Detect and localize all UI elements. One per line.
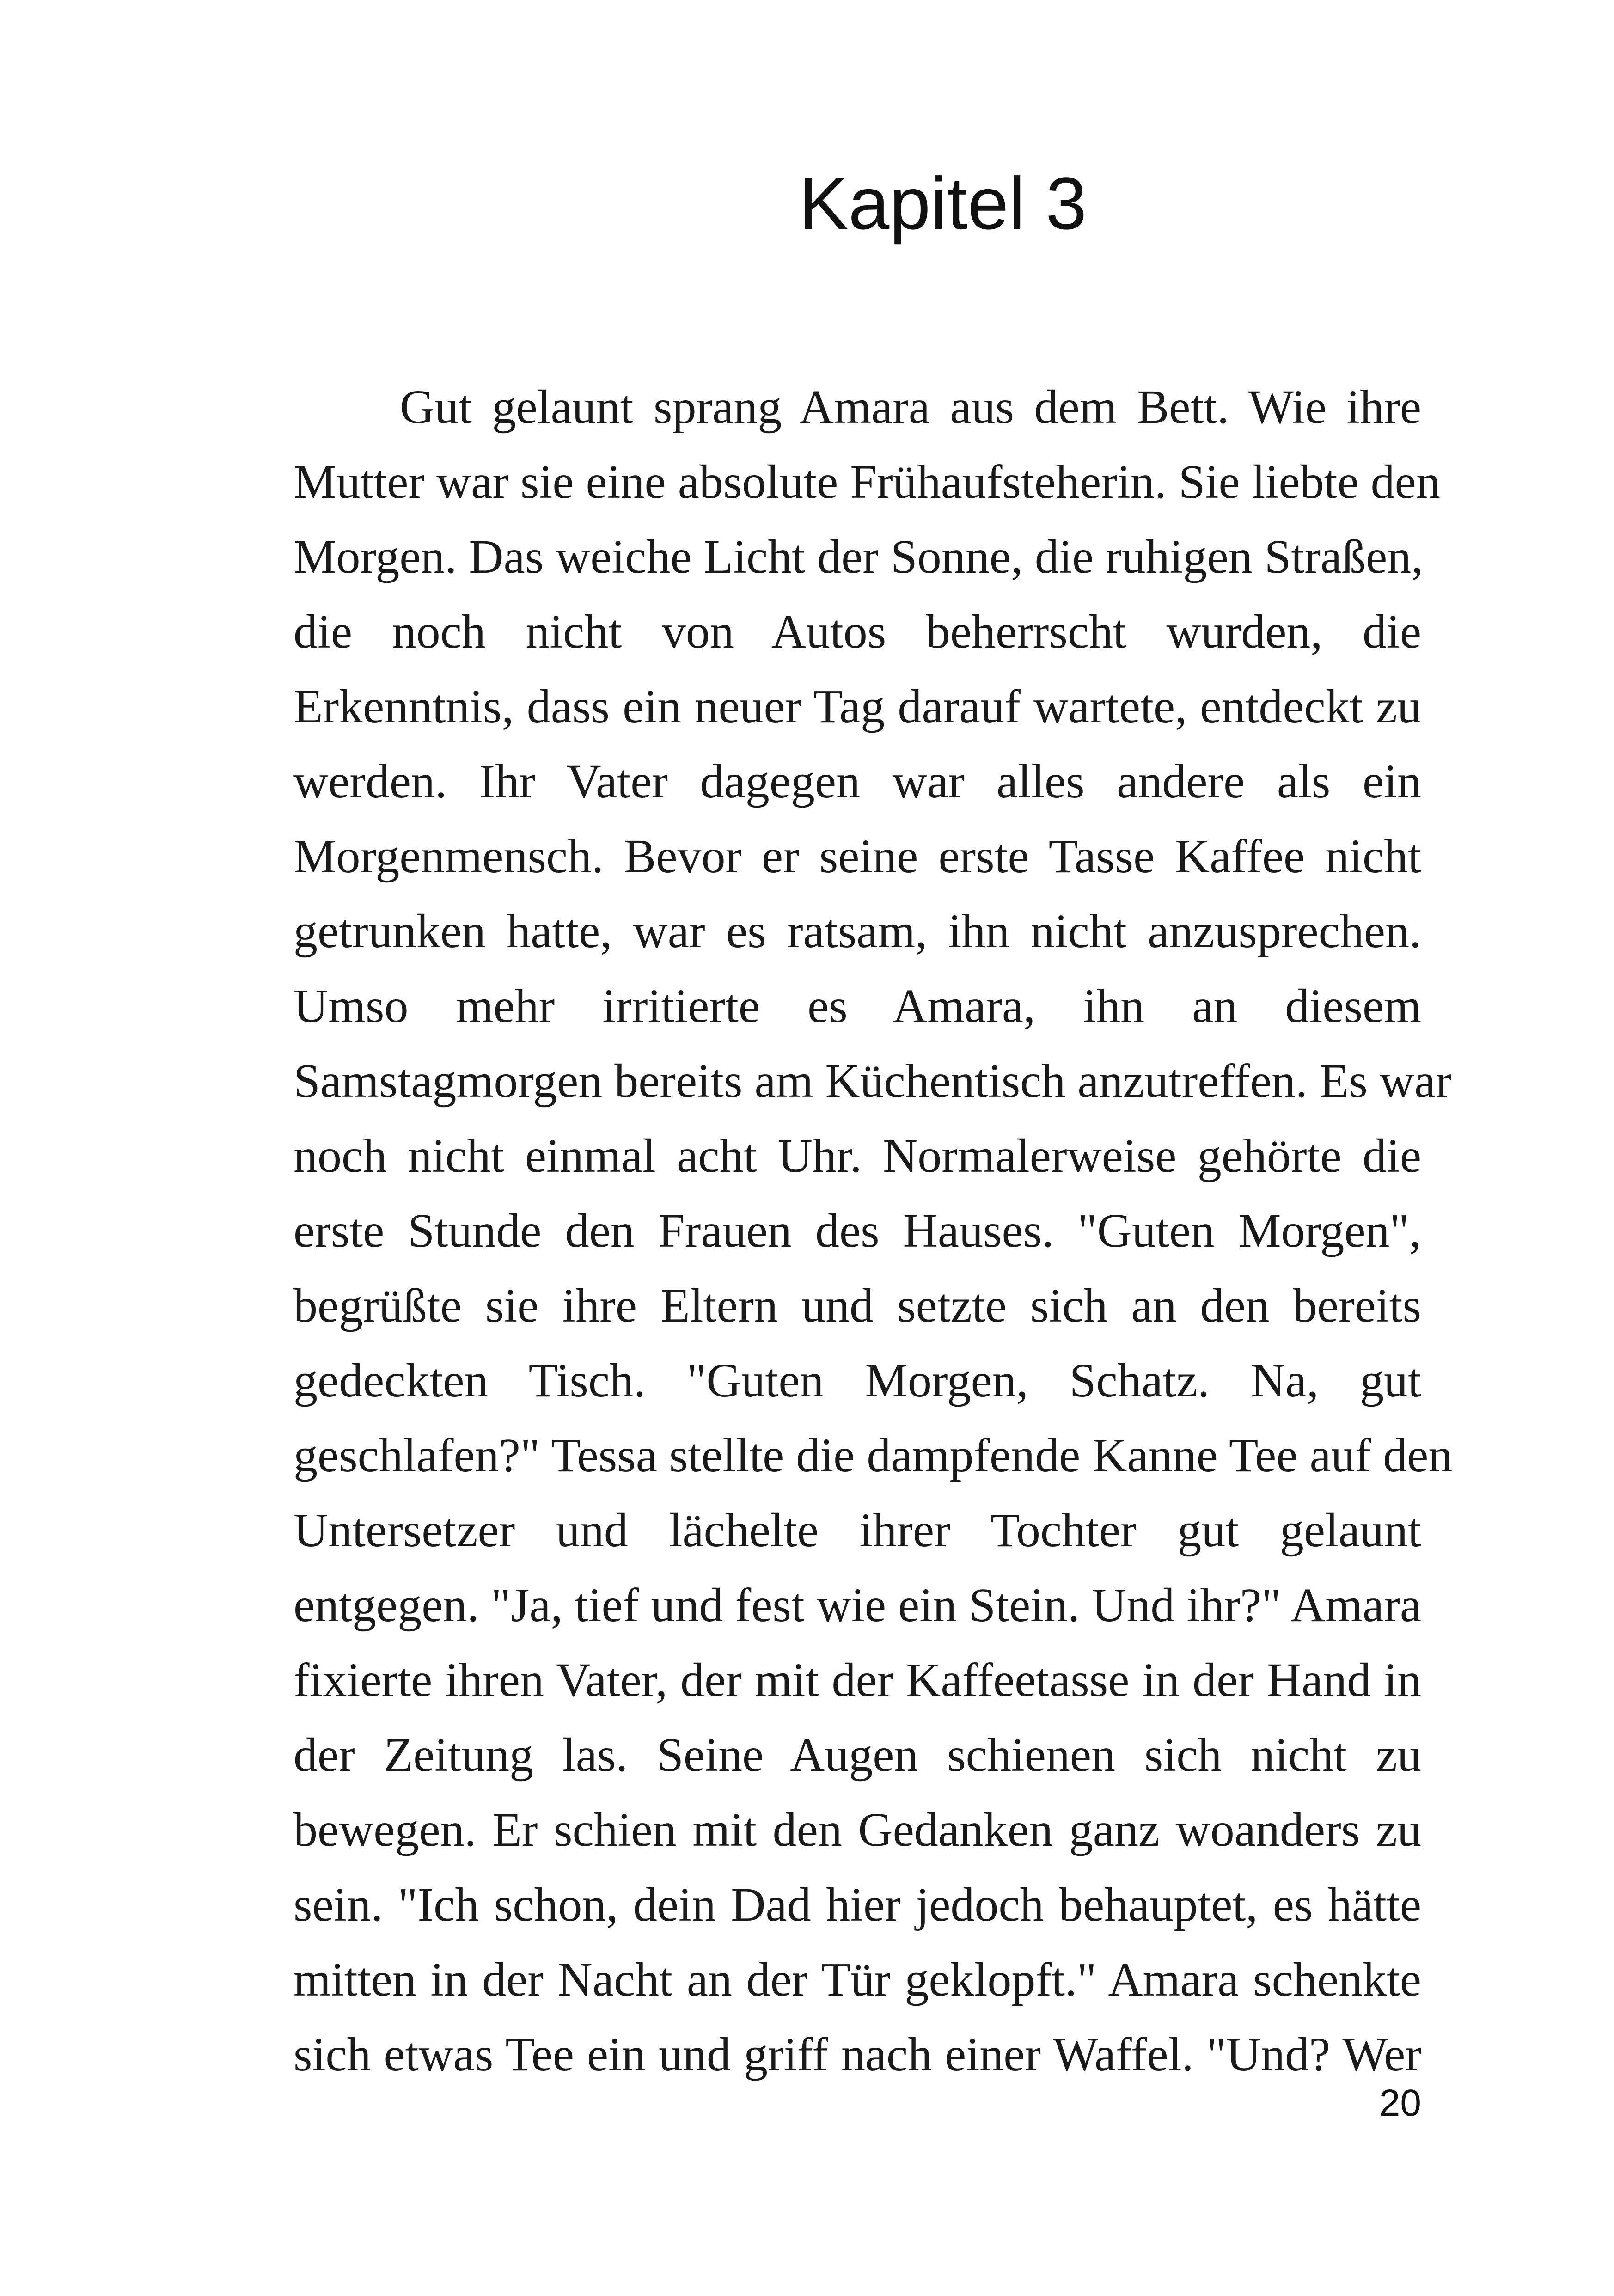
body-line: mitten in der Nacht an der Tür geklopft." Amara schenkte <box>293 1953 1421 2006</box>
body-line: Mutter war sie eine absolute Frühaufsteherin. Sie liebte den <box>293 455 1440 508</box>
body-line: noch nicht einmal acht Uhr. Normalerweise gehörte die <box>293 1129 1421 1182</box>
chapter-body <box>293 370 1453 2092</box>
body-line: Morgen. Das weiche Licht der Sonne, die ruhigen Straßen, <box>293 530 1424 583</box>
body-line: fixierte ihren Vater, der mit der Kaffeetasse in der Hand in <box>293 1653 1421 1707</box>
body-line: die noch nicht von Autos beherrscht wurden, die <box>293 605 1421 658</box>
body-line: sich etwas Tee ein und griff nach einer Waffel. "Und? Wer <box>293 2028 1421 2081</box>
chapter-title: Kapitel 3 <box>799 162 1087 245</box>
body-line: Erkenntnis, dass ein neuer Tag darauf wartete, entdeckt zu <box>293 680 1421 733</box>
body-line: erste Stunde den Frauen des Hauses. "Guten Morgen", <box>293 1204 1421 1257</box>
body-line: gedeckten Tisch. "Guten Morgen, Schatz. Na, gut <box>293 1354 1421 1407</box>
body-line: Umso mehr irritierte es Amara, ihn an diesem <box>293 980 1421 1033</box>
body-line: werden. Ihr Vater dagegen war alles andere als ein <box>293 755 1421 808</box>
page-number: 20 <box>1379 2082 1421 2124</box>
body-line: Morgenmensch. Bevor er seine erste Tasse Kaffee nicht <box>293 830 1421 883</box>
body-line: getrunken hatte, war es ratsam, ihn nicht anzusprechen. <box>293 905 1421 958</box>
body-line: entgegen. "Ja, tief und fest wie ein Stein. Und ihr?" Amara <box>293 1579 1421 1632</box>
body-line: Samstagmorgen bereits am Küchentisch anzutreffen. Es war <box>293 1054 1452 1108</box>
body-line: der Zeitung las. Seine Augen schienen sich nicht zu <box>293 1728 1421 1782</box>
body-line: geschlafen?" Tessa stellte die dampfende Kanne Tee auf den <box>293 1429 1453 1482</box>
body-line: Untersetzer und lächelte ihrer Tochter gut gelaunt <box>293 1504 1421 1557</box>
body-line: begrüßte sie ihre Eltern und setzte sich an den bereits <box>293 1279 1421 1332</box>
body-line: sein. "Ich schon, dein Dad hier jedoch behauptet, es hätte <box>293 1878 1421 1931</box>
body-line: Gut gelaunt sprang Amara aus dem Bett. Wie ihre <box>400 380 1421 434</box>
body-line: bewegen. Er schien mit den Gedanken ganz woanders zu <box>293 1803 1421 1856</box>
